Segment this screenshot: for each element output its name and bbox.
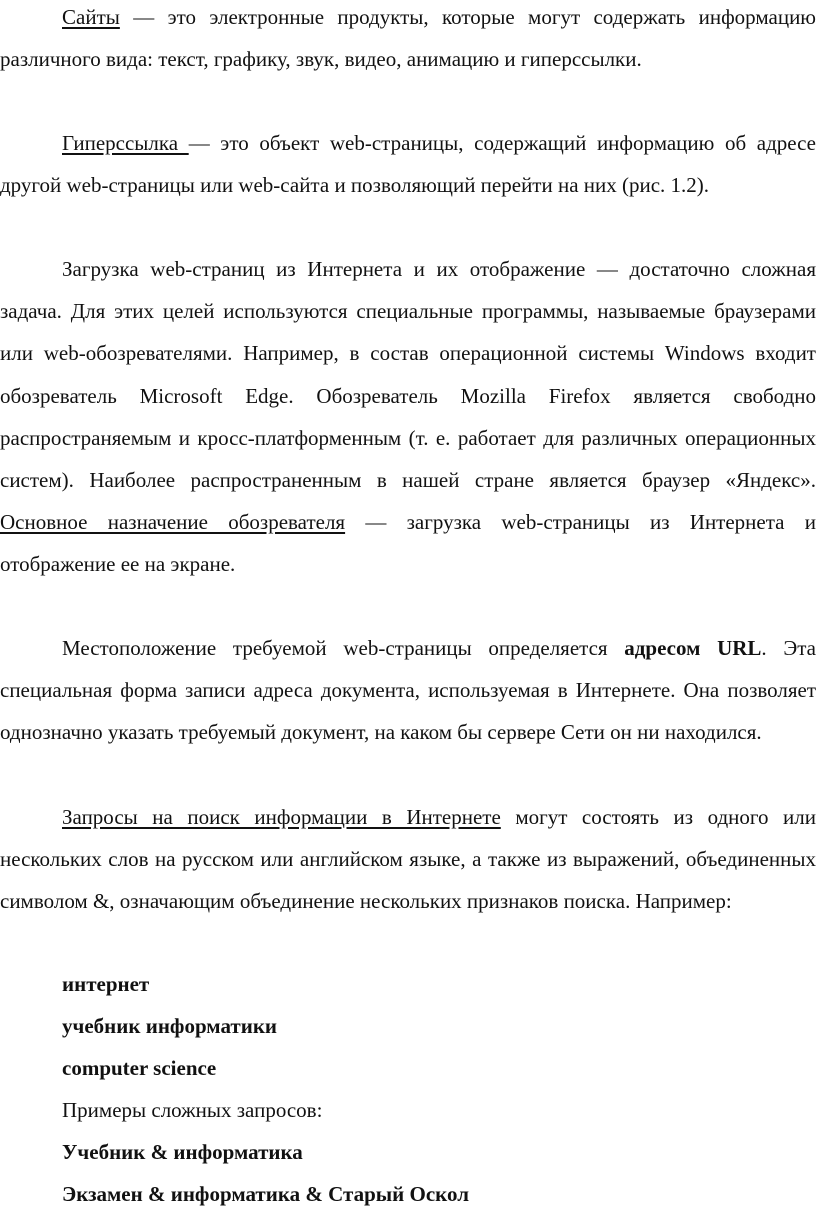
- example-query: интернет: [62, 972, 150, 996]
- paragraph-url: [0, 627, 816, 754]
- paragraph-hyperlink: [0, 122, 816, 206]
- paragraph-browsers-rest: — загрузка web-страницы из Интернета и отображение ее на экране.: [0, 510, 816, 577]
- term-hyperlink: Гиперссылка: [62, 131, 189, 155]
- complex-example-query: Учебник & информатика: [62, 1140, 303, 1164]
- paragraph-url-rest: . Эта специальная форма записи адреса документа, используемая в Интернете. Она позволяет однозначно указать требуемый документ, на каком бы сервере Сети он ни находился.: [0, 636, 816, 745]
- complex-examples-label: Примеры сложных запросов:: [62, 1098, 323, 1122]
- paragraph-browsers: [0, 248, 816, 586]
- example-query: учебник информатики: [62, 1014, 278, 1038]
- term-url: адресом URL: [624, 636, 762, 660]
- paragraph-url-text: Местоположение требуемой web-страницы определяется: [62, 636, 625, 660]
- example-query: computer science: [62, 1056, 217, 1080]
- paragraph-hyperlink-text: — это объект web-страницы, содержащий информацию об адресе другой web-страницы или web-сайта и позволяющий перейти на них (рис. 1.2).: [0, 131, 816, 198]
- term-sites: Сайты: [62, 5, 120, 29]
- paragraph-queries-text: могут состоять из одного или нескольких слов на русском или английском языке, а также из выражений, объединенных символом &, означающим объединение нескольких признаков поиска. Например:: [0, 805, 816, 914]
- paragraph-sites-text: — это электронные продукты, которые могут содержать информацию различного вида: текст, графику, звук, видео, анимацию и гиперссылки.: [0, 5, 816, 72]
- term-search-queries: Запросы на поиск информации в Интернете: [62, 805, 501, 829]
- paragraph-queries: [0, 796, 816, 923]
- term-browser-purpose: Основное назначение обозревателя: [0, 510, 346, 535]
- complex-example-query: Экзамен & информатика & Старый Оскол: [62, 1182, 469, 1206]
- paragraph-sites: [0, 0, 816, 80]
- paragraph-browsers-text: Загрузка web-страниц из Интернета и их отображение — достаточно сложная задача. Для этих целей используются специальные программы, называемые браузерами или web-обозревателями. Например, в состав операционной системы Windows входит обозреватель Microsoft Edge. Обозреватель Mozilla Firefox является свободно распространяемым и кросс-платформенным (т. е. работает для различных операционных систем). Наиболее распространенным в нашей стране является браузер «Яндекс».: [0, 257, 816, 493]
